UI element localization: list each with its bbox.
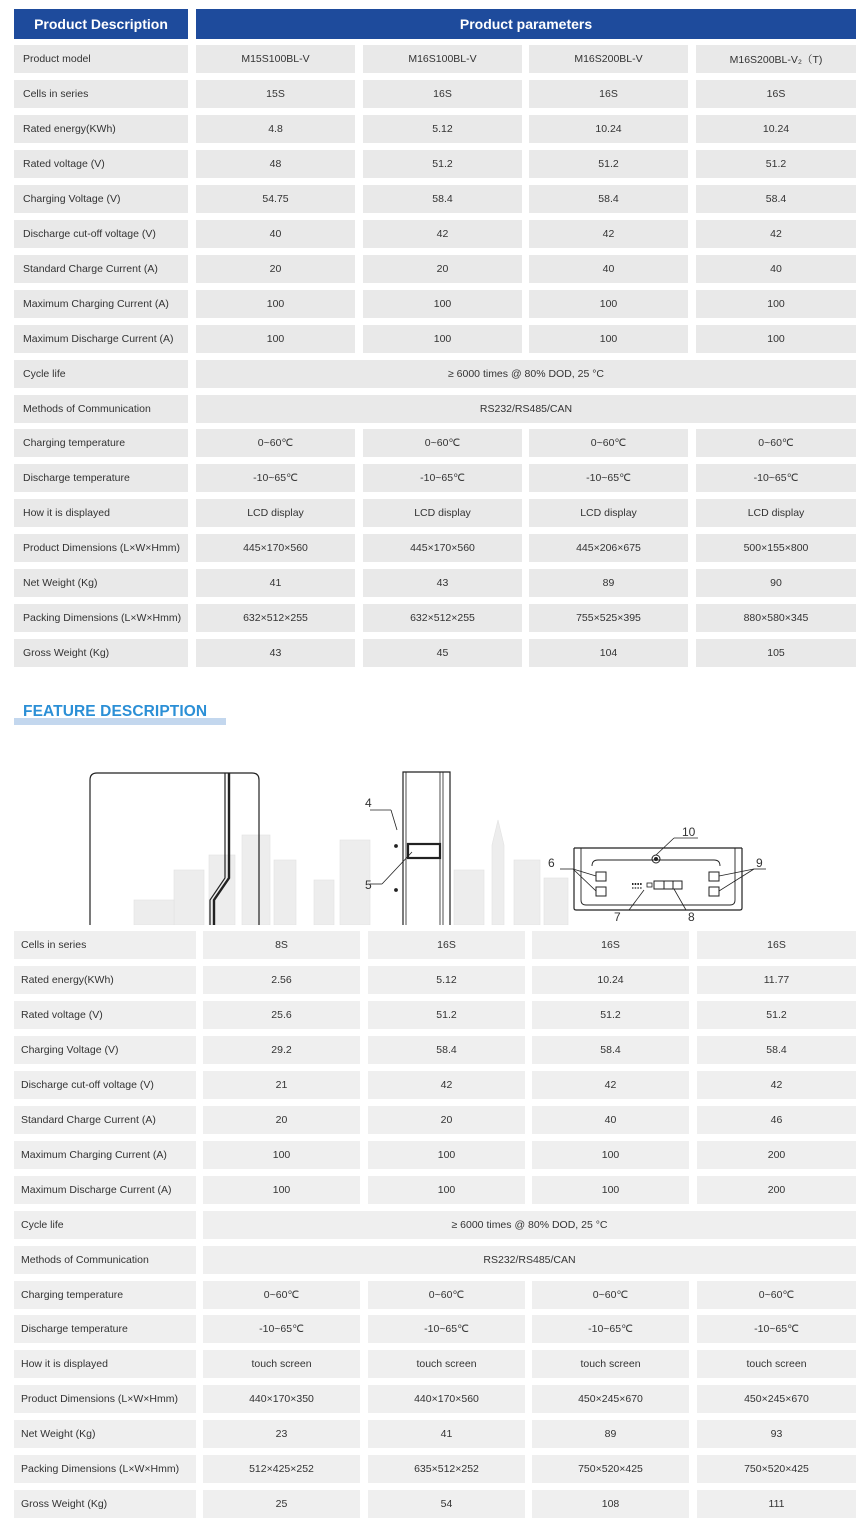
- value-cell: touch screen: [532, 1350, 689, 1378]
- value-cell: 16S: [529, 80, 688, 108]
- value-cell: 0~60℃: [697, 1281, 856, 1309]
- row-label: How it is displayed: [14, 499, 188, 527]
- value-cell: 58.4: [696, 185, 856, 213]
- table-row: [14, 464, 856, 492]
- table-row: [14, 1281, 856, 1309]
- value-cell: 40: [196, 220, 355, 248]
- row-label: Rated energy(KWh): [14, 966, 196, 994]
- value-cell: -10~65℃: [203, 1315, 360, 1343]
- value-cell: 58.4: [529, 185, 688, 213]
- value-cell: 104: [529, 639, 688, 667]
- table-row: [14, 220, 856, 248]
- value-cell: 100: [529, 325, 688, 353]
- row-label: Charging Voltage (V): [14, 1036, 196, 1064]
- table-row: [14, 1001, 856, 1029]
- merged-value-cell: ≥ 6000 times @ 80% DOD, 25 °C: [196, 360, 856, 388]
- value-cell: 2.56: [203, 966, 360, 994]
- table-row: [14, 80, 856, 108]
- value-cell: 16S: [368, 931, 525, 959]
- product-parameters-header: Product parameters: [196, 9, 856, 39]
- value-cell: 11.77: [697, 966, 856, 994]
- value-cell: 42: [363, 220, 522, 248]
- table-row: [14, 1036, 856, 1064]
- row-label: Maximum Charging Current (A): [14, 1141, 196, 1169]
- value-cell: 750×520×425: [532, 1455, 689, 1483]
- value-cell: 89: [529, 569, 688, 597]
- value-cell: 100: [532, 1176, 689, 1204]
- table-row: [14, 325, 856, 353]
- value-cell: 51.2: [368, 1001, 525, 1029]
- value-cell: 100: [196, 290, 355, 318]
- skyline-background: [134, 820, 568, 925]
- value-cell: 108: [532, 1490, 689, 1518]
- table1-header: [14, 9, 856, 39]
- value-cell: 25.6: [203, 1001, 360, 1029]
- row-label: Discharge cut-off voltage (V): [14, 1071, 196, 1099]
- callout-7: 7: [614, 910, 621, 924]
- table-row: [14, 931, 856, 959]
- value-cell: 8S: [203, 931, 360, 959]
- value-cell: 755×525×395: [529, 604, 688, 632]
- value-cell: 445×170×560: [363, 534, 522, 562]
- row-label: How it is displayed: [14, 1350, 196, 1378]
- value-cell: -10~65℃: [529, 464, 688, 492]
- value-cell: 880×580×345: [696, 604, 856, 632]
- value-cell: 25: [203, 1490, 360, 1518]
- product-technical-drawing: [14, 760, 856, 925]
- value-cell: 42: [368, 1071, 525, 1099]
- value-cell: touch screen: [203, 1350, 360, 1378]
- value-cell: 111: [697, 1490, 856, 1518]
- value-cell: 20: [363, 255, 522, 283]
- row-label: Packing Dimensions (L×W×Hmm): [14, 1455, 196, 1483]
- row-label: Discharge cut-off voltage (V): [14, 220, 188, 248]
- table-row: [14, 499, 856, 527]
- table-row: [14, 569, 856, 597]
- value-cell: 40: [532, 1106, 689, 1134]
- row-label: Cells in series: [14, 931, 196, 959]
- feature-description-heading: [14, 703, 226, 725]
- value-cell: 100: [532, 1141, 689, 1169]
- row-label: Maximum Discharge Current (A): [14, 325, 188, 353]
- value-cell: 100: [363, 290, 522, 318]
- value-cell: 450×245×670: [532, 1385, 689, 1413]
- table-row: [14, 1385, 856, 1413]
- value-cell: 632×512×255: [196, 604, 355, 632]
- feature-description-title: FEATURE DESCRIPTION: [23, 703, 208, 720]
- merged-value-cell: ≥ 6000 times @ 80% DOD, 25 °C: [203, 1211, 856, 1239]
- value-cell: -10~65℃: [532, 1315, 689, 1343]
- value-cell: 40: [696, 255, 856, 283]
- table-row: [14, 395, 856, 423]
- value-cell: -10~65℃: [368, 1315, 525, 1343]
- value-cell: touch screen: [697, 1350, 856, 1378]
- table-row: [14, 429, 856, 457]
- value-cell: 105: [696, 639, 856, 667]
- table-row: [14, 534, 856, 562]
- value-cell: 100: [203, 1176, 360, 1204]
- value-cell: 100: [363, 325, 522, 353]
- value-cell: 440×170×560: [368, 1385, 525, 1413]
- table-row: [14, 1490, 856, 1518]
- table-row: [14, 1420, 856, 1448]
- value-cell: 90: [696, 569, 856, 597]
- value-cell: M16S200BL-V₂（T): [696, 45, 856, 73]
- value-cell: 43: [363, 569, 522, 597]
- value-cell: LCD display: [363, 499, 522, 527]
- value-cell: 42: [697, 1071, 856, 1099]
- row-label: Product Dimensions (L×W×Hmm): [14, 534, 188, 562]
- value-cell: 46: [697, 1106, 856, 1134]
- value-cell: 15S: [196, 80, 355, 108]
- table-row: [14, 1211, 856, 1239]
- value-cell: 20: [368, 1106, 525, 1134]
- row-label: Standard Charge Current (A): [14, 255, 188, 283]
- value-cell: 0~60℃: [363, 429, 522, 457]
- value-cell: 5.12: [363, 115, 522, 143]
- table-row: [14, 1071, 856, 1099]
- table-row: [14, 1106, 856, 1134]
- value-cell: 635×512×252: [368, 1455, 525, 1483]
- row-label: Maximum Discharge Current (A): [14, 1176, 196, 1204]
- value-cell: 42: [529, 220, 688, 248]
- value-cell: 51.2: [363, 150, 522, 178]
- value-cell: 100: [368, 1141, 525, 1169]
- value-cell: 445×206×675: [529, 534, 688, 562]
- callout-10: 10: [682, 825, 696, 839]
- value-cell: LCD display: [696, 499, 856, 527]
- value-cell: -10~65℃: [696, 464, 856, 492]
- value-cell: 93: [697, 1420, 856, 1448]
- value-cell: 20: [196, 255, 355, 283]
- table-row: [14, 255, 856, 283]
- value-cell: 58.4: [697, 1036, 856, 1064]
- row-label: Discharge temperature: [14, 464, 188, 492]
- table-row: [14, 1455, 856, 1483]
- row-label: Product model: [14, 45, 188, 73]
- value-cell: 89: [532, 1420, 689, 1448]
- value-cell: 42: [532, 1071, 689, 1099]
- value-cell: 0~60℃: [532, 1281, 689, 1309]
- row-label: Net Weight (Kg): [14, 569, 188, 597]
- row-label: Packing Dimensions (L×W×Hmm): [14, 604, 188, 632]
- value-cell: 100: [696, 290, 856, 318]
- value-cell: 632×512×255: [363, 604, 522, 632]
- value-cell: 450×245×670: [697, 1385, 856, 1413]
- value-cell: touch screen: [368, 1350, 525, 1378]
- row-label: Rated voltage (V): [14, 1001, 196, 1029]
- callout-4: 4: [365, 796, 372, 810]
- row-label: Cycle life: [14, 360, 188, 388]
- value-cell: 54.75: [196, 185, 355, 213]
- table-row: [14, 966, 856, 994]
- value-cell: -10~65℃: [697, 1315, 856, 1343]
- callout-5: 5: [365, 878, 372, 892]
- row-label: Discharge temperature: [14, 1315, 196, 1343]
- value-cell: 16S: [696, 80, 856, 108]
- value-cell: 0~60℃: [196, 429, 355, 457]
- value-cell: 58.4: [532, 1036, 689, 1064]
- row-label: Gross Weight (Kg): [14, 1490, 196, 1518]
- value-cell: 58.4: [363, 185, 522, 213]
- value-cell: 58.4: [368, 1036, 525, 1064]
- value-cell: 0~60℃: [203, 1281, 360, 1309]
- value-cell: 10.24: [696, 115, 856, 143]
- table-row: [14, 1176, 856, 1204]
- value-cell: 500×155×800: [696, 534, 856, 562]
- table-row: [14, 45, 856, 73]
- value-cell: 100: [696, 325, 856, 353]
- table-row: [14, 1141, 856, 1169]
- table-row: [14, 115, 856, 143]
- callout-9: 9: [756, 856, 763, 870]
- value-cell: 4.8: [196, 115, 355, 143]
- value-cell: M15S100BL-V: [196, 45, 355, 73]
- table-row: [14, 1315, 856, 1343]
- row-label: Cells in series: [14, 80, 188, 108]
- value-cell: 23: [203, 1420, 360, 1448]
- value-cell: -10~65℃: [363, 464, 522, 492]
- row-label: Charging temperature: [14, 1281, 196, 1309]
- value-cell: 45: [363, 639, 522, 667]
- value-cell: 440×170×350: [203, 1385, 360, 1413]
- value-cell: 20: [203, 1106, 360, 1134]
- value-cell: M16S100BL-V: [363, 45, 522, 73]
- value-cell: 5.12: [368, 966, 525, 994]
- row-label: Methods of Communication: [14, 395, 188, 423]
- row-label: Gross Weight (Kg): [14, 639, 188, 667]
- value-cell: 41: [196, 569, 355, 597]
- value-cell: 41: [368, 1420, 525, 1448]
- value-cell: 42: [696, 220, 856, 248]
- value-cell: 51.2: [697, 1001, 856, 1029]
- value-cell: 100: [529, 290, 688, 318]
- value-cell: 16S: [532, 931, 689, 959]
- row-label: Rated voltage (V): [14, 150, 188, 178]
- value-cell: 512×425×252: [203, 1455, 360, 1483]
- value-cell: 100: [368, 1176, 525, 1204]
- row-label: Net Weight (Kg): [14, 1420, 196, 1448]
- top-view-drawing: [560, 838, 766, 910]
- value-cell: 100: [196, 325, 355, 353]
- row-label: Cycle life: [14, 1211, 196, 1239]
- value-cell: 16S: [697, 931, 856, 959]
- value-cell: 51.2: [696, 150, 856, 178]
- table-row: [14, 604, 856, 632]
- value-cell: 200: [697, 1176, 856, 1204]
- side-view-drawing: [370, 772, 450, 925]
- value-cell: 51.2: [532, 1001, 689, 1029]
- value-cell: 10.24: [529, 115, 688, 143]
- table-row: [14, 1350, 856, 1378]
- value-cell: 48: [196, 150, 355, 178]
- value-cell: 445×170×560: [196, 534, 355, 562]
- value-cell: 100: [203, 1141, 360, 1169]
- row-label: Charging Voltage (V): [14, 185, 188, 213]
- value-cell: 0~60℃: [529, 429, 688, 457]
- row-label: Methods of Communication: [14, 1246, 196, 1274]
- table-row: [14, 150, 856, 178]
- value-cell: 21: [203, 1071, 360, 1099]
- callout-6: 6: [548, 856, 555, 870]
- value-cell: LCD display: [196, 499, 355, 527]
- value-cell: 51.2: [529, 150, 688, 178]
- product-description-header: Product Description: [14, 9, 188, 39]
- value-cell: 54: [368, 1490, 525, 1518]
- value-cell: 16S: [363, 80, 522, 108]
- merged-value-cell: RS232/RS485/CAN: [196, 395, 856, 423]
- table-row: [14, 639, 856, 667]
- row-label: Maximum Charging Current (A): [14, 290, 188, 318]
- value-cell: LCD display: [529, 499, 688, 527]
- value-cell: 43: [196, 639, 355, 667]
- value-cell: -10~65℃: [196, 464, 355, 492]
- technical-drawing-svg: [14, 760, 856, 925]
- row-label: Charging temperature: [14, 429, 188, 457]
- row-label: Product Dimensions (L×W×Hmm): [14, 1385, 196, 1413]
- value-cell: 10.24: [532, 966, 689, 994]
- value-cell: 40: [529, 255, 688, 283]
- value-cell: 750×520×425: [697, 1455, 856, 1483]
- row-label: Rated energy(KWh): [14, 115, 188, 143]
- value-cell: 29.2: [203, 1036, 360, 1064]
- table-row: [14, 185, 856, 213]
- value-cell: 0~60℃: [368, 1281, 525, 1309]
- value-cell: 0~60℃: [696, 429, 856, 457]
- value-cell: M16S200BL-V: [529, 45, 688, 73]
- table-row: [14, 360, 856, 388]
- callout-8: 8: [688, 910, 695, 924]
- table-row: [14, 1246, 856, 1274]
- row-label: Standard Charge Current (A): [14, 1106, 196, 1134]
- merged-value-cell: RS232/RS485/CAN: [203, 1246, 856, 1274]
- table-row: [14, 290, 856, 318]
- value-cell: 200: [697, 1141, 856, 1169]
